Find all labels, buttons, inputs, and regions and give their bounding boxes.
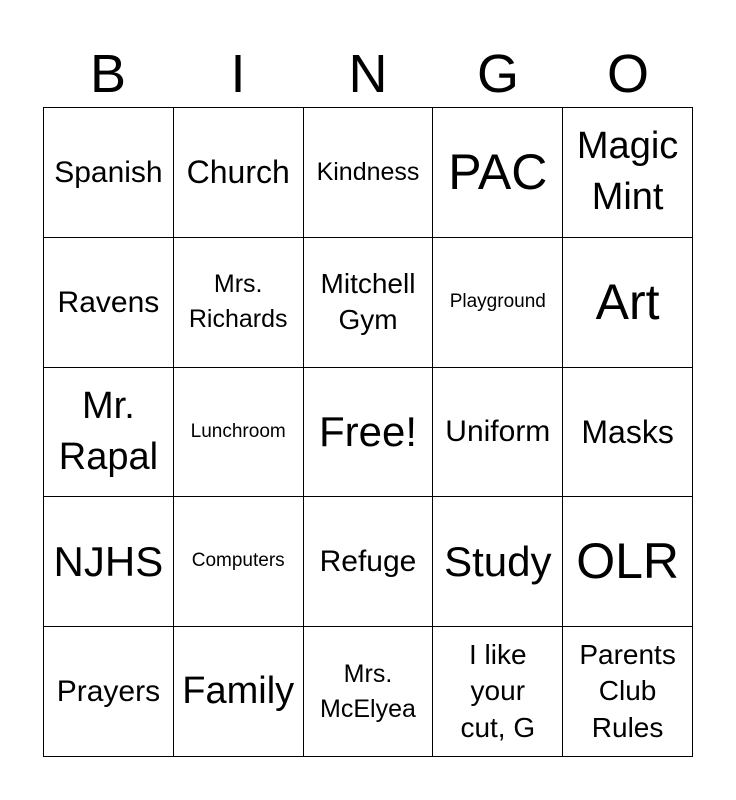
bingo-cell-label: PAC [448,143,548,200]
bingo-cell[interactable] [304,497,434,627]
bingo-cell[interactable] [304,627,434,757]
bingo-cell[interactable] [563,497,693,627]
header-letter-g: G [476,44,519,104]
header-letter-i: I [230,44,246,104]
bingo-cell-label: Kindness [316,157,420,186]
bingo-cell-label: Refuge [319,545,417,579]
bingo-cell-label: Church [186,154,290,191]
bingo-cell[interactable] [304,108,434,238]
bingo-cell[interactable] [174,368,304,498]
bingo-cell-label: Magic Mint [576,125,679,219]
bingo-cell[interactable] [174,497,304,627]
bingo-cell[interactable] [174,108,304,238]
bingo-cell[interactable] [44,108,174,238]
bingo-cell[interactable] [433,627,563,757]
bingo-cell[interactable] [563,627,693,757]
bingo-cell[interactable] [433,368,563,498]
bingo-cell-label: Mitchell Gym [320,267,416,336]
bingo-cell-label: Masks [581,413,674,450]
bingo-header [43,40,693,108]
bingo-cell[interactable] [563,368,693,498]
bingo-cell-label: Mrs. Richards [188,270,288,334]
bingo-cell-label: Spanish [54,155,163,189]
bingo-cell[interactable] [433,497,563,627]
bingo-cell[interactable] [44,627,174,757]
bingo-cell-label: Computers [191,550,285,572]
bingo-cell-label: Ravens [57,285,160,319]
bingo-cell-label: Lunchroom [190,420,286,442]
bingo-cell[interactable] [44,238,174,368]
bingo-board [43,107,693,757]
bingo-cell[interactable] [44,497,174,627]
bingo-cell-label: Mrs. McElyea [320,659,416,723]
bingo-cell[interactable] [433,108,563,238]
bingo-cell[interactable] [304,238,434,368]
header-letter-o: O [606,44,649,104]
bingo-cell[interactable] [44,368,174,498]
bingo-cell[interactable] [433,238,563,368]
bingo-cell-label: Mr. Rapal [58,384,159,478]
bingo-cell-label: Prayers [56,675,161,709]
bingo-cell-label: OLR [576,533,679,590]
bingo-cell-label: NJHS [53,537,164,585]
bingo-cell[interactable] [174,627,304,757]
bingo-cell[interactable] [174,238,304,368]
header-letter-n: N [348,44,388,104]
free-space[interactable] [304,368,434,498]
bingo-cell-label: Playground [449,290,546,312]
bingo-cell-label: Art [595,273,660,330]
bingo-cell[interactable] [563,238,693,368]
bingo-cell[interactable] [563,108,693,238]
bingo-cell-label: Family [182,669,295,712]
bingo-cell-label: I like your cut, G [460,639,536,743]
bingo-cell-label: Uniform [445,415,551,449]
bingo-cell-label: Study [444,537,552,585]
header-letter-b: B [89,44,127,104]
bingo-cell-label: Parents Club Rules [579,639,676,743]
bingo-cell-label: Free! [318,407,417,455]
